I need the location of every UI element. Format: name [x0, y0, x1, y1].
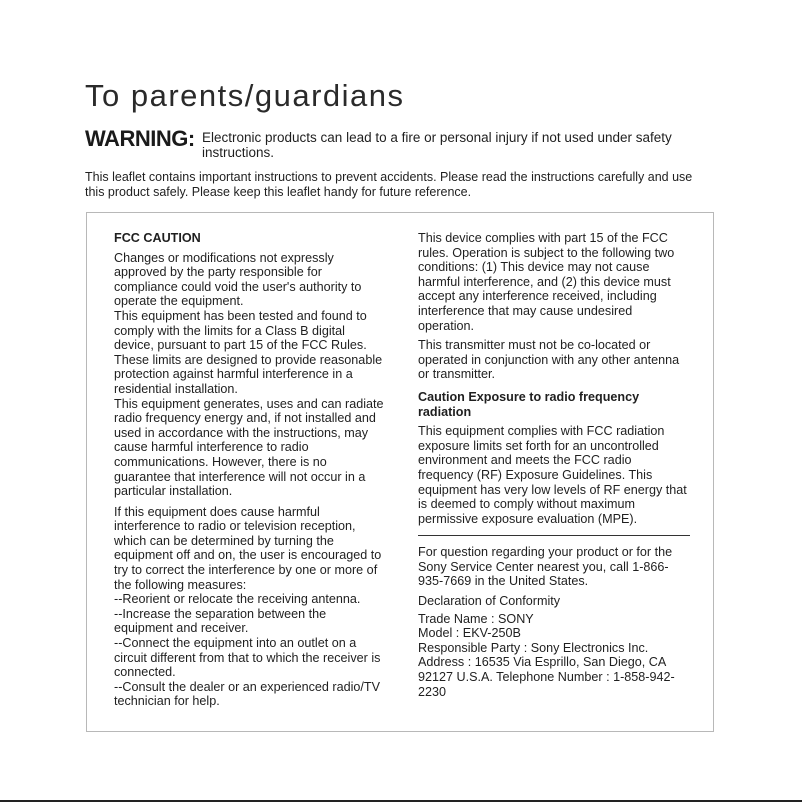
paragraph: This equipment complies with FCC radiation exposure limits set forth for an uncontrolled environment and meets the FCC radio frequency (RF) Exposure Guidelines. This equipment has very low levels of RF energy that is deemed to comply without maximum permissive exposure evaluation (MPE). — [418, 424, 687, 526]
declaration-line: Declaration of Conformity — [418, 594, 561, 609]
paragraph: If this equipment does cause harmful interference to radio or television reception, which can be determined by turning the equipment off and on, the user is encouraged to try to correct the interference by one or more of the following measures: — [114, 504, 382, 592]
declaration-line: Address : 16535 Via Esprillo, San Diego, CA 92127 U.S.A. Telephone Number : 1-858-942-2230 — [418, 655, 675, 699]
paragraph: This equipment has been tested and found to comply with the limits for a Class B digital device, pursuant to part 15 of the FCC Rules. These limits are designed to provide reasonable protection against harmful interference in a residential installation. — [114, 308, 383, 396]
measure-item: --Consult the dealer or an experienced radio/TV technician for help. — [114, 679, 381, 709]
warning-label: WARNING: — [85, 126, 195, 151]
right-column — [418, 231, 690, 699]
paragraph: Changes or modifications not expressly approved by the party responsible for compliance could void the user's authority to operate the equipment. — [114, 250, 362, 309]
paragraph: For question regarding your product or for the Sony Service Center nearest you, call 1-866-935-7669 in the United States. — [418, 545, 673, 589]
measure-item: --Reorient or relocate the receiving antenna. — [114, 592, 361, 607]
left-column — [114, 231, 386, 709]
divider — [418, 535, 690, 536]
paragraph: This device complies with part 15 of the FCC rules. Operation is subject to the following two conditions: (1) This device may not cause harmful interference, and (2) this device must accept any interference received, including interference that may cause undesired operation. — [418, 231, 675, 333]
paragraph: This transmitter must not be co-located or operated in conjunction with any other antenna or transmitter. — [418, 338, 680, 382]
declaration-line: Trade Name : SONY — [418, 611, 534, 626]
intro-text: This leaflet contains important instructions to prevent accidents. Please read the instructions carefully and use this product safely. Please keep this leaflet handy for future reference. — [85, 170, 693, 199]
fcc-info-box — [86, 212, 714, 732]
measure-item: --Increase the separation between the equipment and receiver. — [114, 606, 327, 636]
warning-text: Electronic products can lead to a fire or personal injury if not used under safety instructions. — [202, 130, 672, 160]
declaration-line: Model : EKV-250B — [418, 626, 521, 641]
declaration-line: Responsible Party : Sony Electronics Inc. — [418, 640, 649, 655]
measure-item: --Connect the equipment into an outlet on a circuit different from that to which the receiver is connected. — [114, 636, 381, 680]
rf-exposure-heading: Caution Exposure to radio frequency radiation — [418, 389, 640, 419]
page-title: To parents/guardians — [85, 78, 405, 113]
paragraph: This equipment generates, uses and can radiate radio frequency energy and, if not installed and used in accordance with the instructions, may cause harmful interference to radio communications. However, there is no guarantee that interference will not occur in a particular installation. — [114, 396, 384, 499]
fcc-caution-heading: FCC CAUTION — [114, 231, 201, 245]
